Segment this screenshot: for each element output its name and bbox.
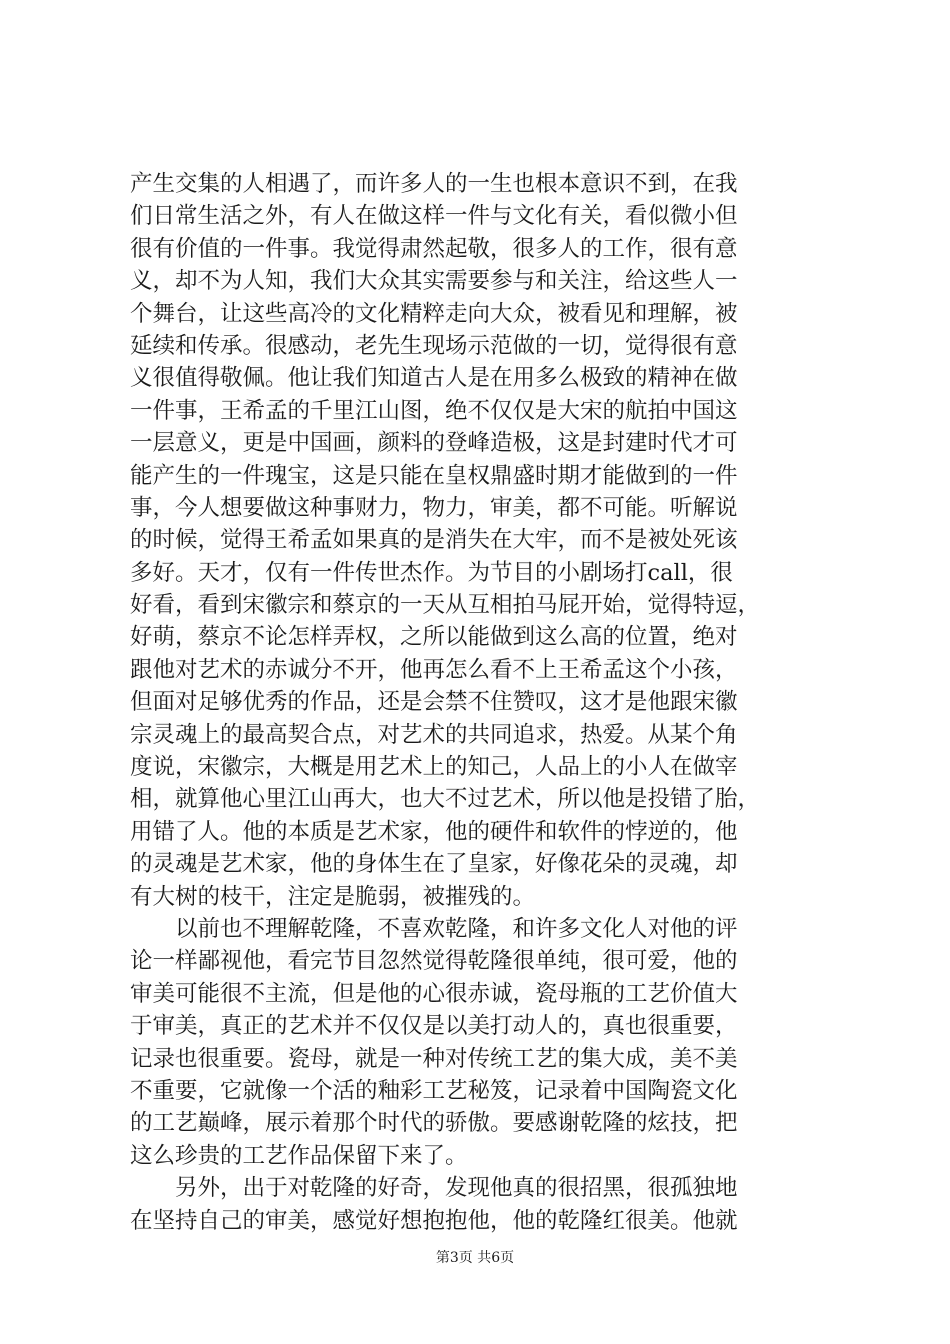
text-line: 义，却不为人知，我们大众其实需要参与和关注，给这些人一: [130, 268, 738, 295]
text-line: 相，就算他心里江山再大，也大不过艺术，所以他是投错了胎，: [130, 786, 761, 813]
text-line: 记录也很重要。瓷母，就是一种对传统工艺的集大成，美不美: [130, 1045, 738, 1072]
text-line: 度说，宋徽宗，大概是用艺术上的知己，人品上的小人在做宰: [130, 754, 738, 781]
text-line: 很有价值的一件事。我觉得肃然起敬，很多人的工作，很有意: [130, 235, 738, 262]
text-line: 用错了人。他的本质是艺术家，他的硬件和软件的悖逆的，他: [130, 818, 738, 845]
text-line: 不重要，它就像一个活的釉彩工艺秘笈，记录着中国陶瓷文化: [130, 1077, 738, 1104]
text-line: 在坚持自己的审美，感觉好想抱抱他，他的乾隆红很美。他就: [130, 1207, 738, 1234]
text-line: 们日常生活之外，有人在做这样一件与文化有关，看似微小但: [130, 203, 738, 230]
document-body: [130, 168, 830, 1237]
text-line: 产生交集的人相遇了，而许多人的一生也根本意识不到，在我: [130, 171, 738, 197]
text-line: 以前也不理解乾隆，不喜欢乾隆，和许多文化人对他的评: [130, 915, 738, 942]
text-line: 义很值得敬佩。他让我们知道古人是在用多么极致的精神在做: [130, 365, 738, 392]
text-line: 好看，看到宋徽宗和蔡京的一天从互相拍马屁开始，觉得特逗，: [130, 592, 761, 619]
text-line: 另外，出于对乾隆的好奇，发现他真的很招黑，很孤独地: [130, 1175, 738, 1202]
text-line: 的时候，觉得王希孟如果真的是消失在大牢，而不是被处死该: [130, 527, 738, 554]
text-line: 好萌，蔡京不论怎样弄权，之所以能做到这么高的位置，绝对: [130, 624, 738, 651]
text-line: 事，今人想要做这种事财力，物力，审美，都不可能。听解说: [130, 494, 738, 521]
text-line: 个舞台，让这些高冷的文化精粹走向大众，被看见和理解，被: [130, 300, 738, 327]
text-line: 这么珍贵的工艺作品保留下来了。: [130, 1142, 468, 1169]
page-number-footer: 第3页 共6页: [435, 1250, 515, 1266]
text-line: 一层意义，更是中国画，颜料的登峰造极，这是封建时代才可: [130, 430, 738, 457]
text-line: 有大树的枝干，注定是脆弱，被摧残的。: [130, 883, 536, 910]
text-line: 的灵魂是艺术家，他的身体生在了皇家，好像花朵的灵魂，却: [130, 851, 738, 878]
text-line: 的工艺巅峰，展示着那个时代的骄傲。要感谢乾隆的炫技，把: [130, 1110, 738, 1137]
text-line: 审美可能很不主流，但是他的心很赤诚，瓷母瓶的工艺价值大: [130, 980, 738, 1007]
text-line: 多好。天才，仅有一件传世杰作。为节目的小剧场打call，很: [130, 559, 733, 586]
text-line: 能产生的一件瑰宝，这是只能在皇权鼎盛时期才能做到的一件: [130, 462, 738, 489]
text-line: 一件事，王希孟的千里江山图，绝不仅仅是大宋的航拍中国这: [130, 397, 738, 424]
text-line: 于审美，真正的艺术并不仅仅是以美打动人的，真也很重要，: [130, 1013, 738, 1040]
text-line: 延续和传承。很感动，老先生现场示范做的一切，觉得很有意: [130, 332, 738, 359]
text-line: 宗灵魂上的最高契合点，对艺术的共同追求，热爱。从某个角: [130, 721, 738, 748]
text-line: 论一样鄙视他，看完节目忽然觉得乾隆很单纯，很可爱，他的: [130, 948, 738, 975]
text-line: 但面对足够优秀的作品，还是会禁不住赞叹，这才是他跟宋徽: [130, 689, 738, 716]
text-line: 跟他对艺术的赤诚分不开，他再怎么看不上王希孟这个小孩，: [130, 656, 738, 683]
